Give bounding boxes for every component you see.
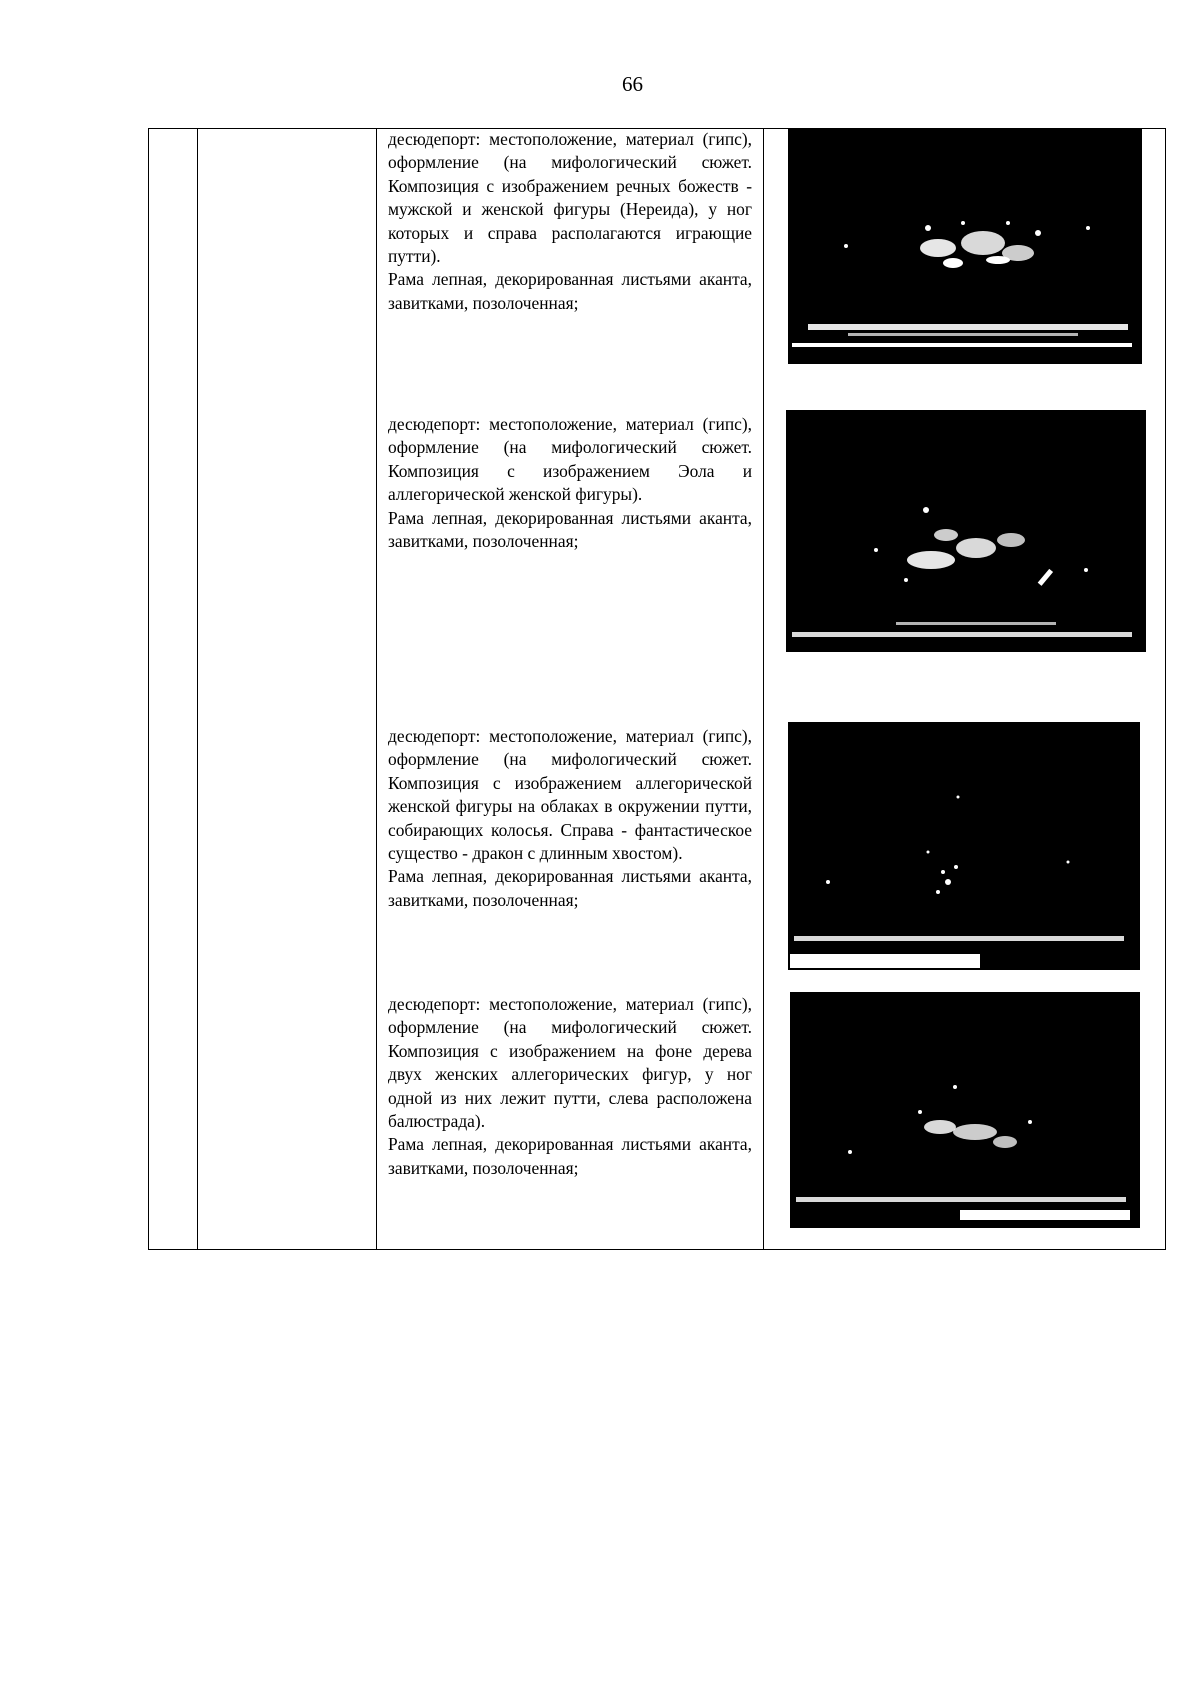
overdoor-relief-photo <box>788 722 1140 970</box>
overdoor-relief-photo <box>790 992 1140 1228</box>
frame-description: Рама лепная, декорированная листьями аканта, завитками, позолоченная; <box>388 269 752 313</box>
frame-description: Рама лепная, декорированная листьями аканта, завитками, позолоченная; <box>388 866 752 910</box>
description-text: десюдепорт: местоположение, материал (гипс), оформление (на мифологический сюжет. Композиция с изображением на фоне дерева двух женских аллегорических фигур, у ног одной из них лежит путти, слева расположена балюстрада). <box>388 994 752 1132</box>
description-text: десюдепорт: местоположение, материал (гипс), оформление (на мифологический сюжет. Композиция с изображением аллегорической женской фигуры на облаках в окружении путти, собирающих колосья. Справа - фантастическое существо - дракон с длинным хвостом). <box>388 726 752 864</box>
entry-description <box>388 128 752 315</box>
description-text: десюдепорт: местоположение, материал (гипс), оформление (на мифологический сюжет. Композиция с изображением Эола и аллегорической женской фигуры). <box>388 414 752 505</box>
column-divider <box>763 128 764 1250</box>
frame-description: Рама лепная, декорированная листьями аканта, завитками, позолоченная; <box>388 1134 752 1178</box>
column-divider <box>197 128 198 1250</box>
entry-description <box>388 413 752 553</box>
entry-description <box>388 993 752 1180</box>
page-number: 66 <box>622 72 643 96</box>
description-text: десюдепорт: местоположение, материал (гипс), оформление (на мифологический сюжет. Композиция с изображением речных божеств - мужской и женской фигуры (Нереида), у ног которых и справа располагаются играющие путти). <box>388 129 752 267</box>
entry-description <box>388 725 752 912</box>
overdoor-relief-photo <box>788 128 1142 364</box>
frame-description: Рама лепная, декорированная листьями аканта, завитками, позолоченная; <box>388 507 752 552</box>
overdoor-relief-photo <box>786 410 1146 652</box>
column-divider <box>376 128 377 1250</box>
